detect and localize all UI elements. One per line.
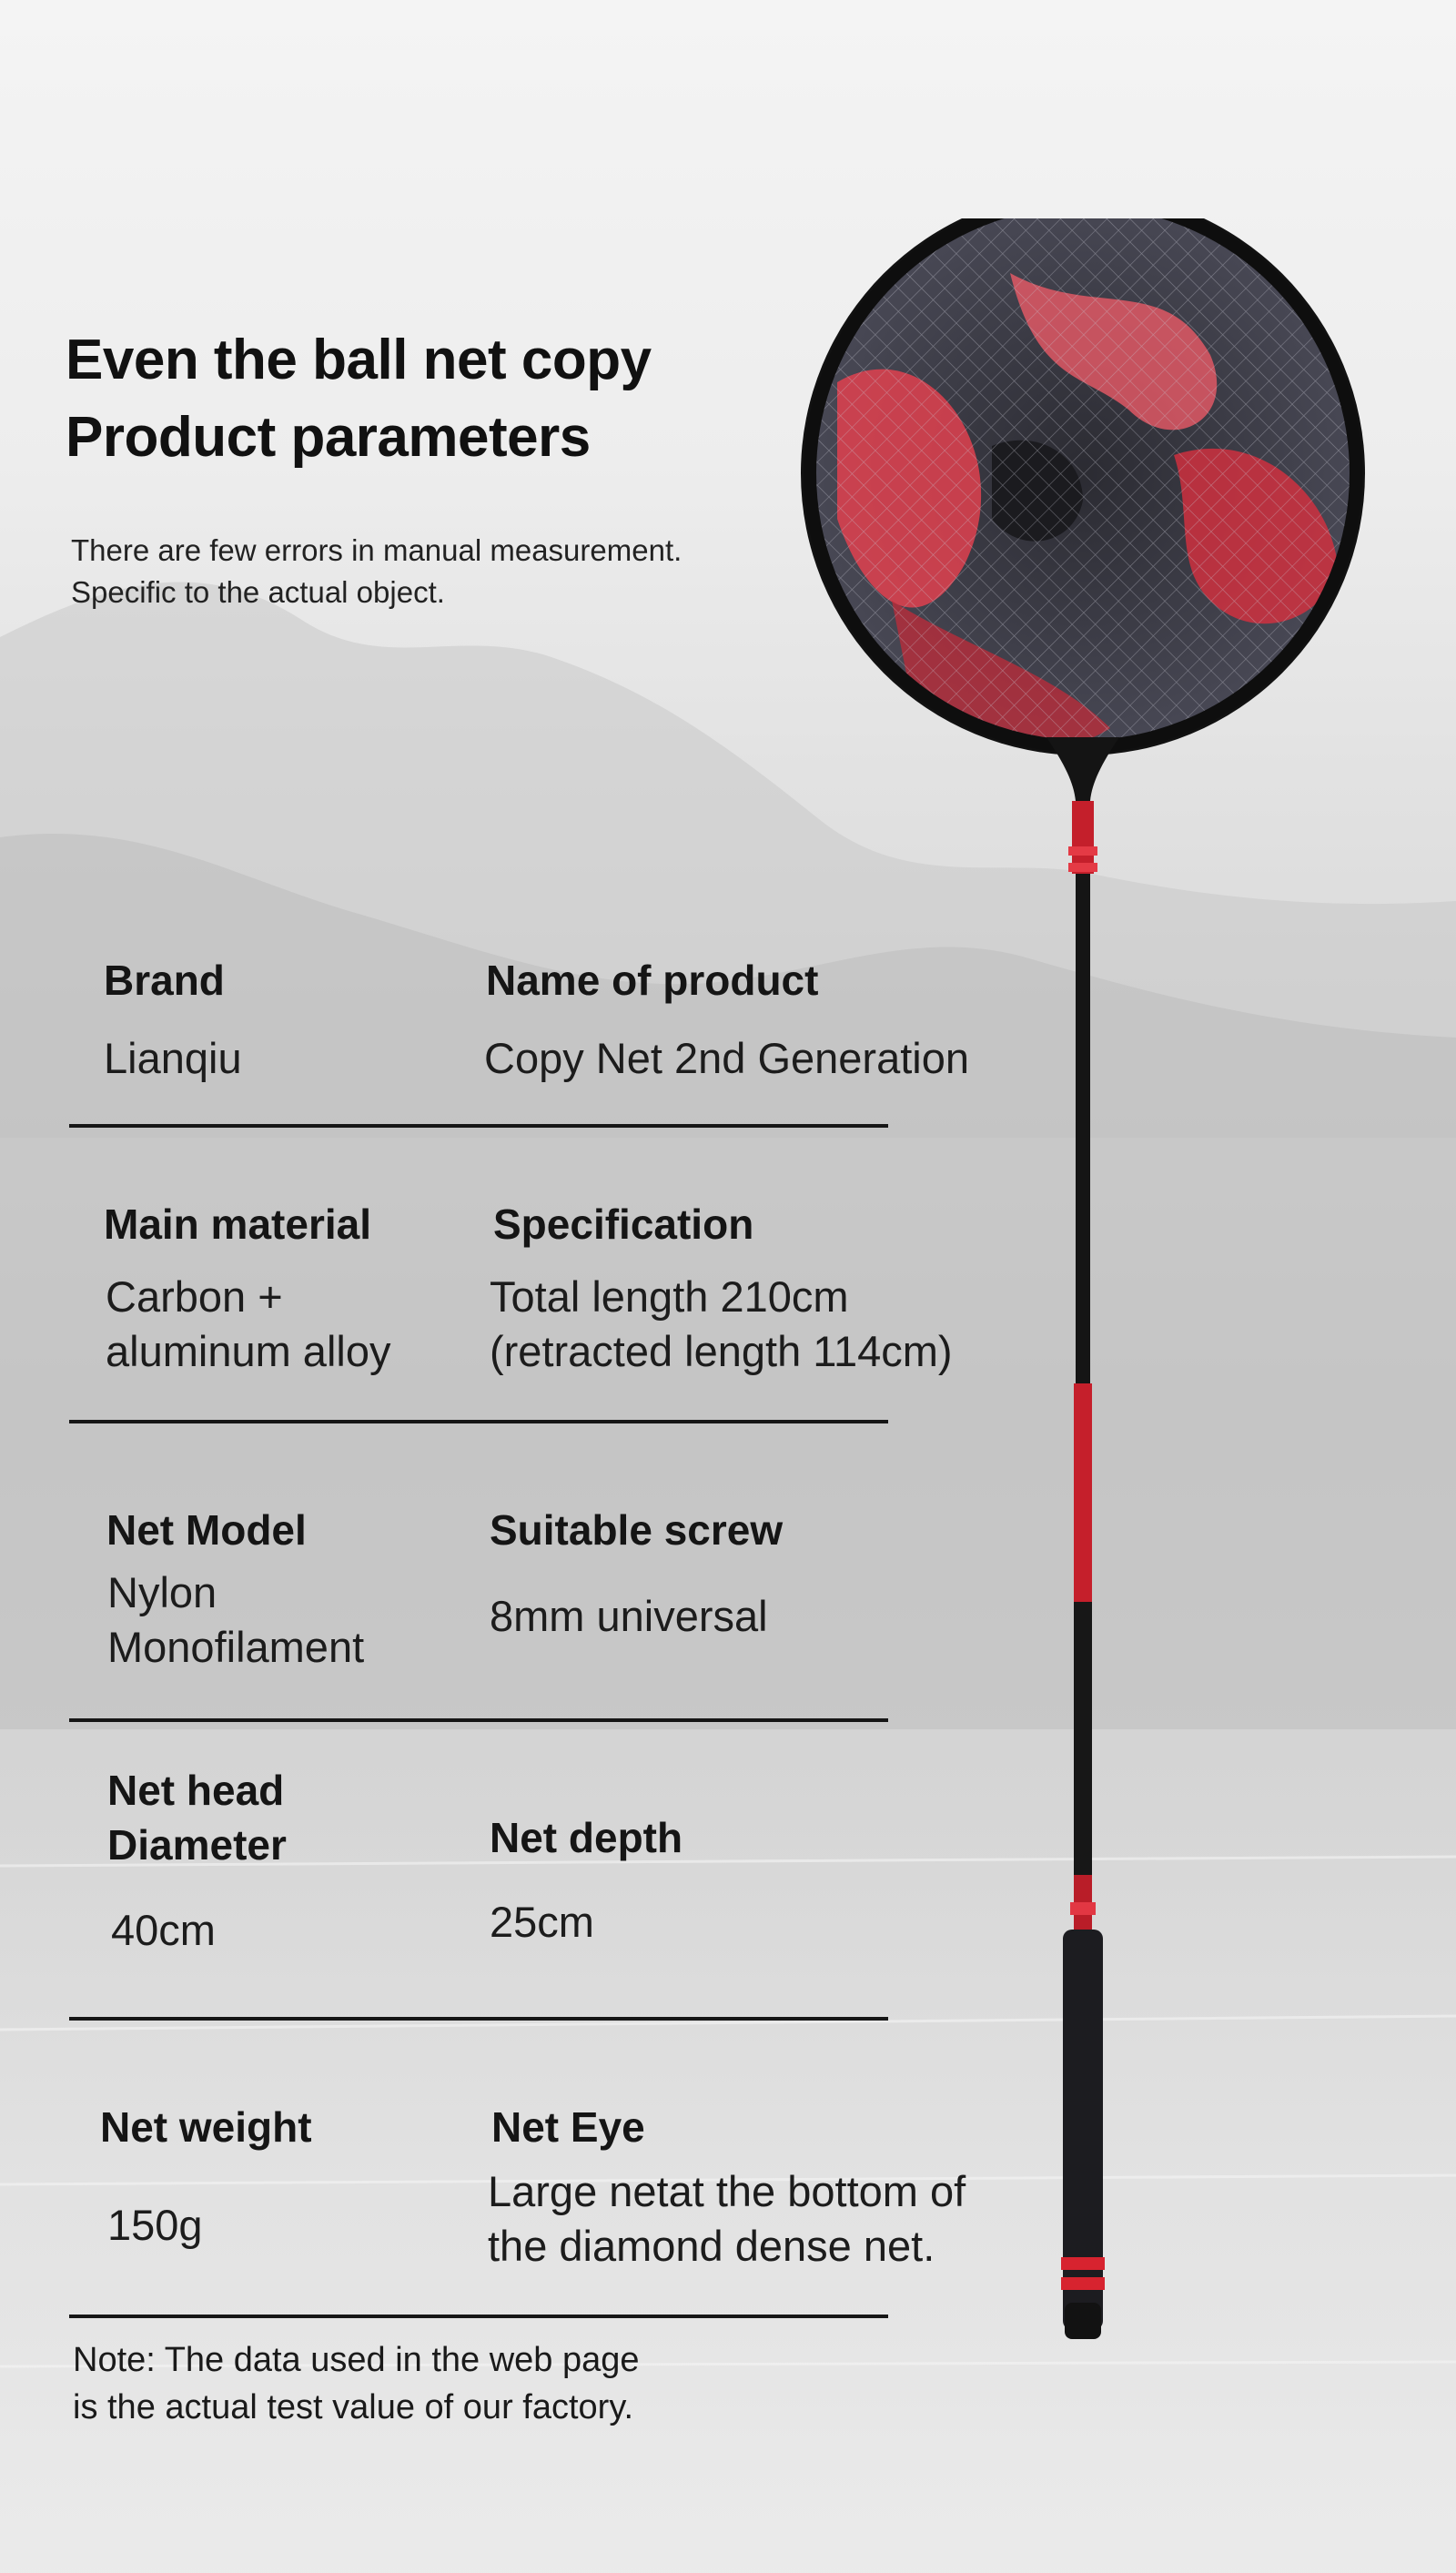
- net-neck: [1046, 737, 1119, 801]
- net-eye-value-line2: the diamond dense net.: [488, 2222, 935, 2270]
- suitable-screw-value: 8mm universal: [490, 1592, 768, 1640]
- disclaimer-line2: Specific to the actual object.: [71, 575, 445, 609]
- main-material-label: Main material: [104, 1200, 371, 1248]
- net-depth-label: Net depth: [490, 1814, 683, 1861]
- main-material-value-line2: aluminum alloy: [106, 1327, 391, 1375]
- divider: [69, 1718, 888, 1722]
- specification-value-line1: Total length 210cm: [490, 1272, 849, 1321]
- net-model-value-line1: Nylon: [107, 1568, 217, 1616]
- footer-note: [73, 2336, 764, 2431]
- page-title-line2: Product parameters: [66, 406, 591, 469]
- main-material-value-line1: Carbon +: [106, 1272, 283, 1321]
- brand-label: Brand: [104, 957, 225, 1004]
- brand-value: Lianqiu: [104, 1034, 242, 1082]
- specification-label: Specification: [493, 1200, 754, 1248]
- divider: [69, 2315, 888, 2318]
- measurement-disclaimer: [71, 530, 799, 613]
- net-weight-value: 150g: [107, 2201, 203, 2249]
- net-head-diameter-label-line2: Diameter: [107, 1821, 287, 1869]
- net-eye-value-line1: Large netat the bottom of: [488, 2167, 966, 2215]
- net-eye-label: Net Eye: [491, 2103, 645, 2151]
- net-head-diameter-value: 40cm: [111, 1906, 216, 1954]
- specification-value-line2: (retracted length 114cm): [490, 1327, 953, 1375]
- net-hoop: [783, 218, 1383, 765]
- disclaimer-line1: There are few errors in manual measurement.: [71, 533, 682, 567]
- product-name-value: Copy Net 2nd Generation: [484, 1034, 969, 1082]
- net-head-diameter-label-line1: Net head: [107, 1767, 285, 1814]
- net-model-value-line2: Monofilament: [107, 1623, 365, 1671]
- divider: [69, 1124, 888, 1128]
- net-weight-label: Net weight: [100, 2103, 312, 2151]
- divider: [69, 1420, 888, 1423]
- net-model-label: Net Model: [106, 1506, 307, 1554]
- landing-net-image: [783, 218, 1383, 2403]
- divider: [69, 2017, 888, 2021]
- footer-note-line1: Note: The data used in the web page: [73, 2341, 640, 2379]
- footer-note-line2: is the actual test value of our factory.: [73, 2388, 634, 2426]
- page-title-line1: Even the ball net copy: [66, 329, 652, 391]
- product-name-label: Name of product: [486, 957, 819, 1004]
- suitable-screw-label: Suitable screw: [490, 1506, 784, 1554]
- net-depth-value: 25cm: [490, 1898, 594, 1946]
